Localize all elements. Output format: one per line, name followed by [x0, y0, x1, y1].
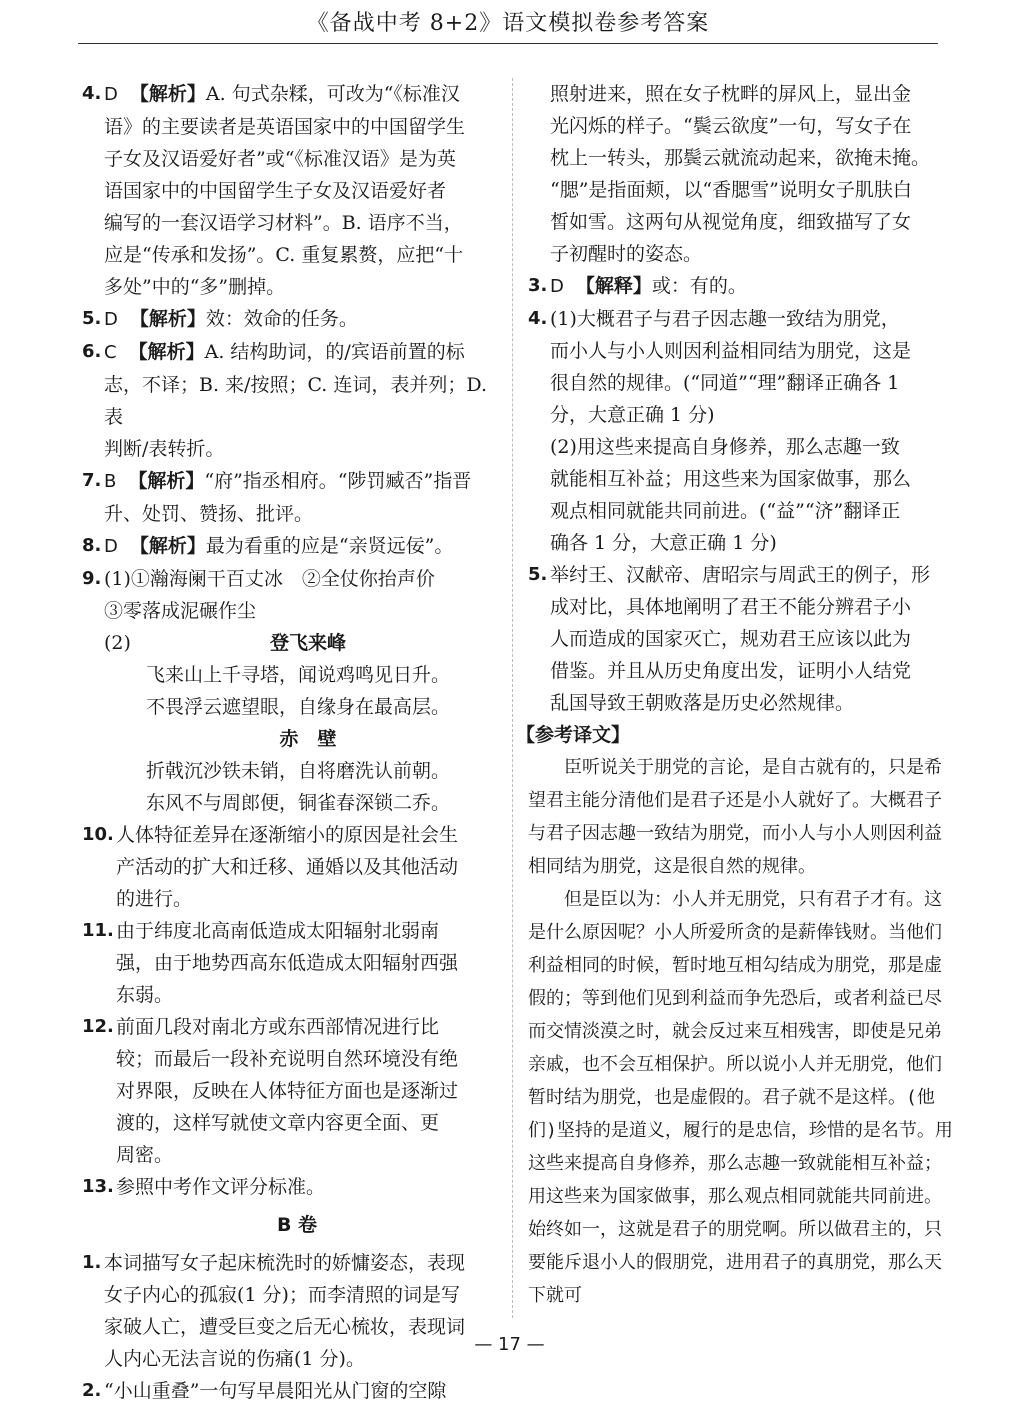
text-line: 照射进来，照在女子枕畔的屏风上，显出金: [550, 83, 912, 105]
text-line: 举纣王、汉献帝、唐昭宗与周武王的例子，形: [550, 564, 931, 586]
text-line: 人体特征差异在逐渐缩小的原因是社会生: [116, 824, 459, 846]
text-line: 人而造成的国家灭亡，规劝君王应该以此为: [550, 628, 912, 650]
question-number: 2.: [82, 1380, 102, 1401]
poem-line: 飞来山上千寻塔，闻说鸡鸣见日升。: [146, 664, 451, 686]
text-line: 编写的一套汉语学习材料”。B. 语序不当，: [104, 212, 463, 234]
text-line: 确各 1 分，大意正确 1 分): [550, 532, 777, 554]
poem-title: 赤 壁: [279, 728, 337, 750]
question-number: 6.: [82, 341, 102, 362]
question-number: 9.: [82, 568, 102, 589]
question-number: 4.: [82, 83, 102, 104]
answer-q9: [82, 563, 512, 819]
analysis-tag: 【解析】: [128, 470, 205, 492]
answer-q10: [82, 819, 512, 915]
section-b-title: B 卷: [276, 1214, 318, 1236]
answer-q7: [82, 465, 512, 530]
poem-title: 登飞来峰: [269, 632, 346, 654]
header-title: 《备战中考 8+2》语文模拟卷参考答案: [306, 11, 710, 36]
answer-b2-continued: [528, 78, 958, 270]
text-line: 渡的，这样写就使文章内容更全面、更: [116, 1112, 440, 1134]
question-number: 7.: [82, 470, 102, 491]
translation-paragraph: 臣听说关于朋党的言论，是自古就有的，只是希望君主能分清他们是君子还是小人就好了。大概君子与君子因志趣一致结为朋党，而小人与小人则因利益相同结为朋党，这是很自然的规律。: [528, 757, 942, 877]
answer-choice: D: [550, 276, 564, 297]
answer-b2: [82, 1375, 512, 1407]
text-line: (1)大概君子与君子因志趣一致结为朋党，: [550, 308, 900, 330]
text-line: 女子内心的孤寂(1 分)；而李清照的词是写: [104, 1284, 460, 1306]
text-line: 乱国导致王朝败落是历史必然规律。: [550, 692, 855, 714]
text-line: 很自然的规律。(“同道”“理”翻译正确各 1: [550, 372, 900, 394]
text-line: 语》的主要读者是英语国家中的中国留学生: [104, 116, 466, 138]
answer-choice: D: [104, 309, 118, 330]
poem-line: 折戟沉沙铁未销，自将磨洗认前朝。: [146, 760, 451, 782]
text-line: 由于纬度北高南低造成太阳辐射北弱南: [116, 920, 440, 942]
analysis-tag: 【解析】: [129, 535, 206, 557]
text-line: (2)用这些来提高自身修养，那么志趣一致: [550, 436, 900, 458]
text-line: 枕上一转头，那鬓云就流动起来，欲掩未掩。: [550, 147, 931, 169]
text-line: “小山重叠”一句写早晨阳光从门窗的空隙: [104, 1380, 447, 1402]
answer-q6: [82, 336, 512, 465]
text-line: 多处”中的“多”删掉。: [104, 276, 286, 298]
analysis-tag: 【解释】: [575, 275, 652, 297]
text-line: 参照中考作文评分标准。: [116, 1176, 326, 1198]
answer-b1: [82, 1247, 512, 1375]
answer-b4: [528, 303, 958, 559]
sub-label: (2): [104, 632, 131, 654]
text-line: 或：有的。: [651, 275, 747, 297]
text-line: 成对比，具体地阐明了君王不能分辨君子小: [550, 596, 912, 618]
question-number: 12.: [82, 1016, 114, 1037]
text-line: 较；而最后一段补充说明自然环境没有绝: [116, 1048, 459, 1070]
analysis-tag: 【解析】: [129, 308, 206, 330]
text-line: 志，不译；B. 来/按照；C. 连词，表并列；D. 表: [104, 374, 487, 428]
answer-q13: [82, 1171, 512, 1203]
answer-choice: D: [104, 536, 118, 557]
text-line: 升、处罚、赞扬、批评。: [104, 503, 314, 525]
text-line: 最为看重的应是“亲贤远佞”。: [205, 535, 454, 557]
text-line: 前面几段对南北方或东西部情况进行比: [116, 1016, 440, 1038]
translation-title: 【参考译文】: [516, 724, 631, 746]
text-line: 应是“传承和发扬”。C. 重复累赘，应把“十: [104, 244, 464, 266]
text-line: 皙如雪。这两句从视觉角度，细致描写了女: [550, 211, 912, 233]
translation-paragraph: 但是臣以为：小人并无朋党，只有君子才有。这是什么原因呢？小人所爱所贪的是薪俸钱财。当他们利益相同的时候，暂时地互相勾结成为朋党，那是虚假的；等到他们见到利益而争先恐后，或者利益已尽而交情淡漠之时，就会反过来互相残害，即使是兄弟亲戚，也不会互相保护。所以说小人并无朋党，他们暂时结为朋党，也是虚假的。君子就不是这样。(他们)坚持的是道义，履行的是忠信，珍惜的是名节。用这些来提高自身修养，那么志趣一致就能相互补益；用这些来为国家做事，那么观点相同就能共同前进。始终如一，这就是君子的朋党啊。所以做君主的，只要能斥退小人的假朋党，进用君子的真朋党，那么天下就可: [528, 889, 953, 1306]
answer-choice: D: [104, 84, 118, 105]
text-line: 光闪烁的样子。“鬓云欲度”一句，写女子在: [550, 115, 912, 137]
analysis-tag: 【解析】: [128, 341, 205, 363]
poem-line: 东风不与周郎便，铜雀春深锁二乔。: [146, 792, 451, 814]
text-line: 人内心无法言说的伤痛(1 分)。: [104, 1348, 365, 1370]
answer-q12: [82, 1011, 512, 1171]
page-number: — 17 —: [474, 1334, 545, 1355]
text-line: A. 结构助词，的/宾语前置的标: [204, 341, 465, 363]
answer-choice: C: [104, 342, 117, 363]
question-number: 4.: [528, 308, 548, 329]
poem-line: 不畏浮云遮望眼，自缘身在最高层。: [146, 696, 451, 718]
answer-q4: [82, 78, 512, 303]
text-line: “腮”是指面颊，以“香腮雪”说明女子肌肤白: [550, 179, 912, 201]
text-line: 就能相互补益；用这些来为国家做事，那么: [550, 468, 912, 490]
answer-q11: [82, 915, 512, 1011]
text-line: A. 句式杂糅，可改为“《标准汉: [205, 83, 460, 105]
text-line: 子初醒时的姿态。: [550, 243, 703, 265]
text-line: 子女及汉语爱好者”或“《标准汉语》是为英: [104, 148, 456, 170]
text-line: 产活动的扩大和迁移、通婚以及其他活动: [116, 856, 459, 878]
answer-q8: [82, 530, 512, 563]
answer-b5: [528, 559, 958, 719]
text-line: (1)①瀚海阑干百丈冰 ②全仗你抬声价: [104, 568, 435, 590]
question-number: 11.: [82, 920, 114, 941]
text-line: 本词描写女子起床梳洗时的娇慵姿态，表现: [104, 1252, 466, 1274]
question-number: 1.: [82, 1252, 102, 1273]
text-line: 的进行。: [116, 888, 193, 910]
text-line: 而小人与小人则因利益相同结为朋党，这是: [550, 340, 912, 362]
left-column: [82, 78, 512, 1407]
text-line: 效：效命的任务。: [205, 308, 358, 330]
text-line: ③零落成泥碾作尘: [104, 600, 257, 622]
analysis-tag: 【解析】: [129, 83, 206, 105]
question-number: 8.: [82, 535, 102, 556]
answer-q5: [82, 303, 512, 336]
text-line: 东弱。: [116, 984, 174, 1006]
text-line: 判断/表转折。: [104, 438, 225, 460]
text-line: 语国家中的中国留学生子女及汉语爱好者: [104, 180, 447, 202]
column-divider: [512, 78, 513, 1318]
text-line: 周密。: [116, 1144, 174, 1166]
right-column: [516, 78, 958, 1312]
answer-choice: B: [104, 471, 117, 492]
text-line: 借鉴。并且从历史角度出发，证明小人结党: [550, 660, 912, 682]
page-header: [78, 6, 938, 44]
question-number: 10.: [82, 824, 114, 845]
question-number: 5.: [82, 308, 102, 329]
text-line: “府”指丞相府。“陟罚臧否”指晋: [204, 470, 472, 492]
text-line: 强，由于地势西高东低造成太阳辐射西强: [116, 952, 459, 974]
question-number: 5.: [528, 564, 548, 585]
text-line: 家破人亡，遭受巨变之后无心梳妆，表现词: [104, 1316, 466, 1338]
text-line: 观点相同就能共同前进。(“益”“济”翻译正: [550, 500, 901, 522]
question-number: 3.: [528, 275, 548, 296]
text-line: 分，大意正确 1 分): [550, 404, 715, 426]
text-line: 对界限，反映在人体特征方面也是逐渐过: [116, 1080, 459, 1102]
question-number: 13.: [82, 1176, 114, 1197]
answer-b3: [528, 270, 958, 303]
